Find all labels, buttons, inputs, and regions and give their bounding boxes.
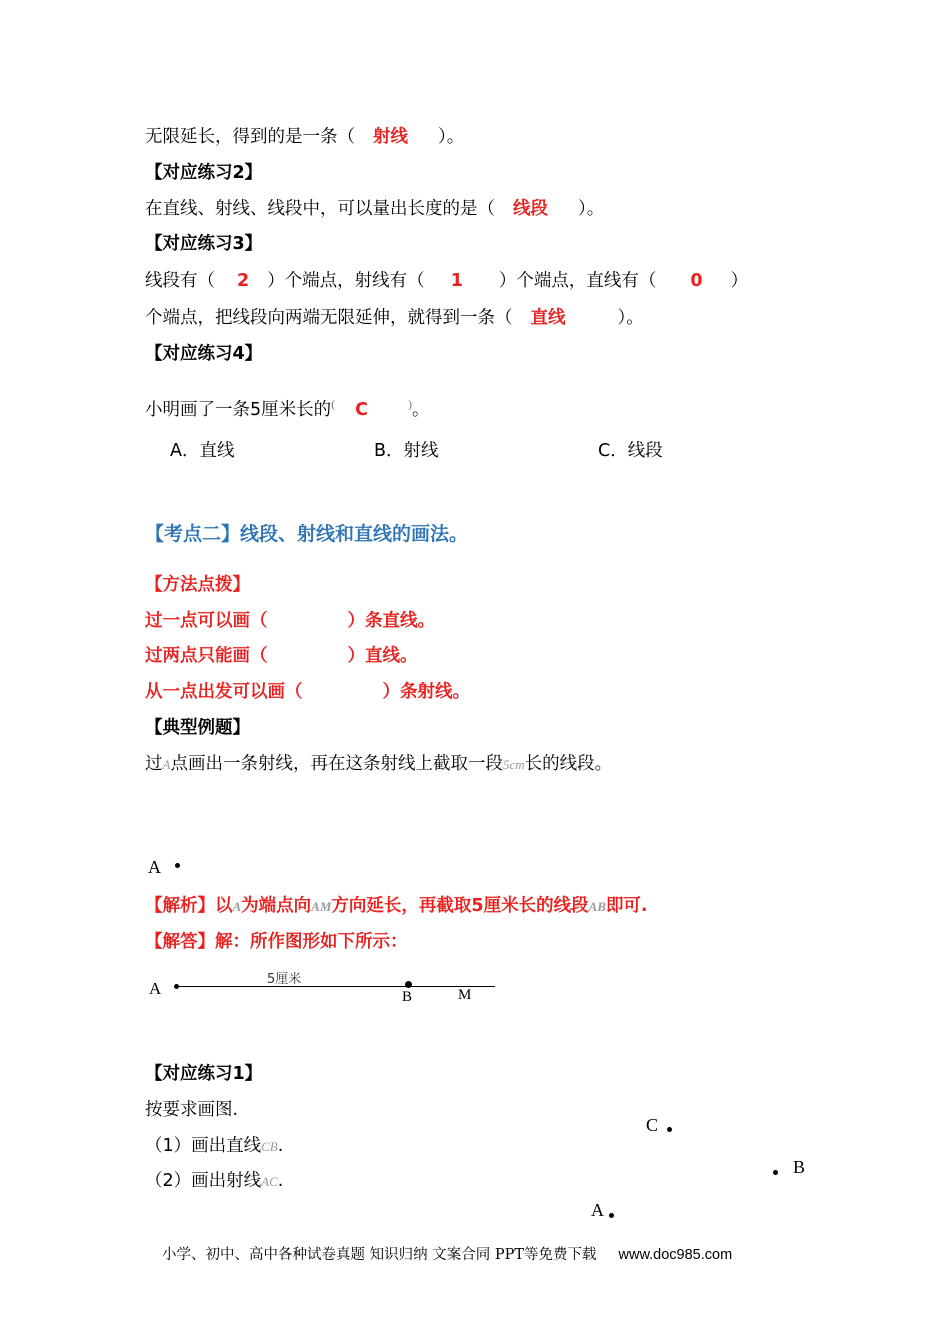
figure-length-label: 5厘米 [267,972,302,987]
practice-3-line2: 个端点，把线段向两端无限延伸，就得到一条（ 直线 ）。 [145,308,644,328]
point-a2-dot [609,1213,614,1218]
practice-2-question: 在直线、射线、线段中，可以量出长度的是（ 线段 ）。 [145,199,605,219]
point-a-dot [174,984,179,989]
point-b-dot [405,981,412,988]
option-b: B．射线 [374,441,439,461]
example-point-dot [175,863,180,868]
practice-2-heading: 【对应练习2】 [145,163,263,183]
method-line-2: 过两点只能画（ ）直线。 [145,646,418,666]
practice-3-line1: 线段有（ 2 ）个端点，射线有（ 1 ）个端点，直线有（ 0 ） [145,271,749,291]
example-heading: 【典型例题】 [145,718,250,738]
option-a: A．直线 [170,441,235,461]
practice-3-heading: 【对应练习3】 [145,234,263,254]
example-point-label: A [148,857,161,877]
ray-line [177,986,495,987]
practice-1-heading: 【对应练习1】 [145,1064,263,1084]
option-c: C．线段 [598,441,663,461]
practice-3-answer-2: 1 [450,271,463,291]
analysis-line: 【解析】以A为端点向AM方向延长，再截取5厘米长的线段AB即可. [145,896,648,916]
practice-4-heading: 【对应练习4】 [145,344,263,364]
point-c-label: C [646,1115,659,1135]
example-question: 过A点画出一条射线，再在这条射线上截取一段5cm长的线段。 [145,754,613,774]
practice-3-answer-3: 0 [690,271,703,291]
point-b2-dot [773,1170,778,1175]
q1-line: 无限延长，得到的是一条（ 射线 ）。 [145,127,465,147]
practice-2-answer: 线段 [513,199,548,219]
footer-url[interactable]: www.doc985.com [618,1247,733,1263]
q1-answer: 射线 [373,127,408,147]
figure-label-m: M [458,987,472,1003]
method-line-3: 从一点出发可以画（ ）条射线。 [145,682,470,702]
practice-3-answer-4: 直线 [530,308,566,328]
practice-1-intro: 按要求画图. [145,1100,239,1120]
method-heading: 【方法点拨】 [145,575,250,595]
practice-1-item-2: （2）画出射线AC. [145,1171,284,1191]
point-c-dot [667,1127,672,1132]
figure-label-b: B [402,989,413,1005]
practice-1-item-1: （1）画出直线CB. [145,1136,284,1156]
solution-line: 【解答】解：所作图形如下所示： [145,932,408,952]
ray-figure [145,965,505,1015]
point-a2-label: A [591,1200,604,1220]
section-title: 【考点二】线段、射线和直线的画法。 [145,523,469,545]
practice-4-question: 小明画了一条5厘米长的( C )。 [145,397,430,420]
figure-label-a: A [149,979,162,998]
point-b2-label: B [793,1157,806,1177]
practice-3-answer-1: 2 [237,271,250,291]
practice-4-answer: C [355,399,368,420]
method-line-1: 过一点可以画（ ）条直线。 [145,611,435,631]
page-footer: 小学、初中、高中各种试卷真题 知识归纳 文案合同 PPT等免费下载 www.doc985.com [162,1247,733,1263]
